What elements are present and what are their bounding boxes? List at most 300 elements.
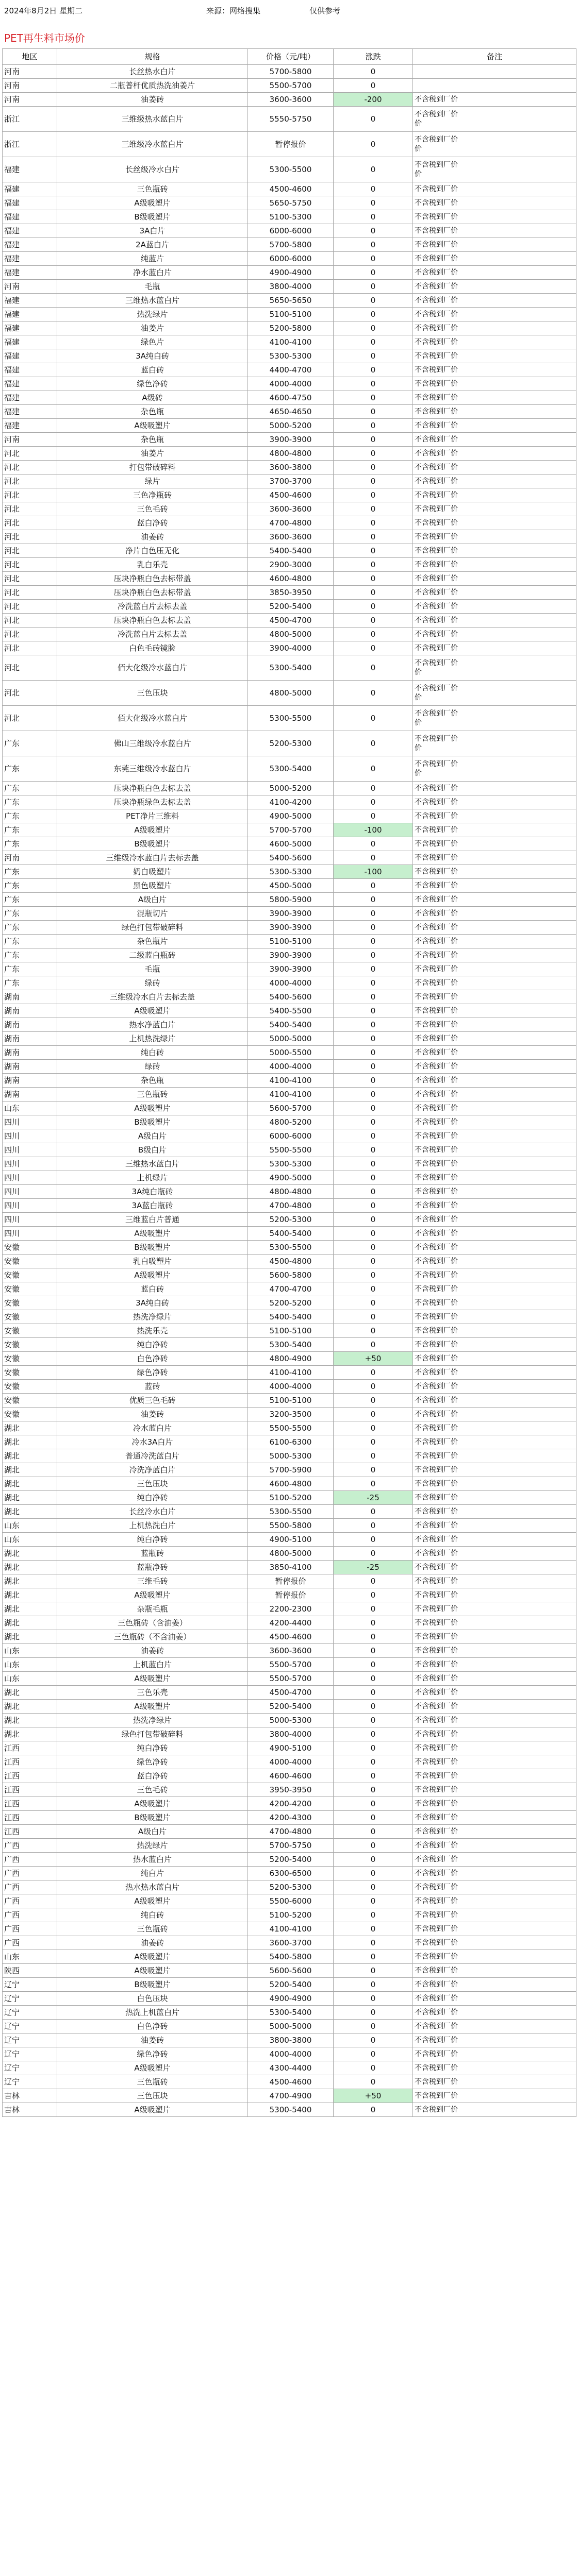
cell-change: 0 [334,628,413,641]
table-row [3,516,576,530]
cell-spec: 三维热水蓝白片 [57,294,248,308]
cell-region: 河北 [3,530,57,544]
cell-region: 安徽 [3,1380,57,1394]
table-row [3,363,576,377]
cell-price: 5200-5400 [248,1853,334,1867]
cell-remark: 不含税到厂价 [413,1811,576,1825]
cell-spec: 三维蓝白片普通 [57,1213,248,1227]
cell-price: 5000-5000 [248,2020,334,2033]
cell-remark: 不含税到厂价 [413,921,576,935]
cell-price: 4500-4600 [248,1630,334,1644]
cell-spec: 油姜砖 [57,2033,248,2047]
cell-price: 3900-3900 [248,907,334,921]
cell-spec: 上机热洗白片 [57,1519,248,1533]
cell-remark: 不含税到厂价 [413,474,576,488]
cell-remark: 不含税到厂价 [413,196,576,210]
cell-region: 湖北 [3,1602,57,1616]
cell-change: 0 [334,641,413,655]
cell-remark: 不含税到厂价 [413,586,576,600]
cell-region: 安徽 [3,1408,57,1421]
cell-price: 3600-3600 [248,93,334,107]
cell-price: 4900-5100 [248,1741,334,1755]
cell-remark [413,79,576,93]
cell-region: 广东 [3,865,57,879]
cell-remark: 不含税到厂价 [413,1602,576,1616]
cell-spec: 佛山三维级冷水蓝白片 [57,731,248,756]
cell-remark: 不含税到厂价 [413,1199,576,1213]
cell-price: 3800-4000 [248,1727,334,1741]
cell-change: 0 [334,1394,413,1408]
cell-change: 0 [334,1714,413,1727]
cell-price: 3900-4000 [248,641,334,655]
table-row [3,1922,576,1936]
cell-remark: 不含税到厂价 [413,600,576,614]
table-row [3,1088,576,1101]
cell-spec: 东莞三维级冷水蓝白片 [57,756,248,782]
cell-region: 河南 [3,65,57,79]
cell-price: 5400-5800 [248,1950,334,1964]
cell-price: 4000-4000 [248,377,334,391]
cell-spec: 三维毛砖 [57,1574,248,1588]
cell-change: 0 [334,1755,413,1769]
table-row [3,681,576,706]
cell-change: 0 [334,1602,413,1616]
table-row [3,572,576,586]
cell-region: 江西 [3,1769,57,1783]
table-row [3,1421,576,1435]
table-row [3,447,576,461]
cell-region: 湖北 [3,1463,57,1477]
table-row [3,893,576,907]
cell-change: 0 [334,1115,413,1129]
cell-price: 5300-5500 [248,1505,334,1519]
cell-spec: 油姜砖 [57,1644,248,1658]
cell-change: 0 [334,266,413,280]
cell-price: 4650-4650 [248,405,334,419]
cell-remark [413,65,576,79]
cell-region: 江西 [3,1797,57,1811]
cell-region: 河北 [3,461,57,474]
cell-remark: 不含税到厂价 [413,335,576,349]
cell-change: 0 [334,238,413,252]
cell-change: 0 [334,1894,413,1908]
table-row [3,377,576,391]
cell-price: 5300-5500 [248,1241,334,1255]
cell-remark: 不含税到厂价 价 [413,157,576,182]
cell-price: 4800-4800 [248,447,334,461]
cell-region: 广东 [3,976,57,990]
cell-remark: 不含税到厂价 [413,795,576,809]
cell-price: 5600-5600 [248,1964,334,1978]
cell-spec: 三维热水蓝白片 [57,1157,248,1171]
cell-price: 4600-4800 [248,572,334,586]
cell-region: 福建 [3,419,57,433]
cell-change: 0 [334,681,413,706]
cell-price: 4100-4100 [248,1922,334,1936]
cell-change: 0 [334,572,413,586]
cell-change: 0 [334,706,413,731]
cell-spec: 毛瓶 [57,280,248,294]
table-row [3,976,576,990]
cell-region: 河北 [3,641,57,655]
cell-region: 河北 [3,558,57,572]
cell-price: 5300-5400 [248,655,334,681]
cell-region: 福建 [3,377,57,391]
cell-region: 广东 [3,795,57,809]
cell-region: 河北 [3,655,57,681]
cell-price: 5700-5700 [248,823,334,837]
cell-spec: 油姜砖 [57,1408,248,1421]
cell-remark: 不含税到厂价 [413,349,576,363]
cell-price: 3900-3900 [248,962,334,976]
cell-change: 0 [334,516,413,530]
cell-spec: 白色净砖 [57,1352,248,1366]
cell-region: 河北 [3,474,57,488]
cell-region: 福建 [3,294,57,308]
cell-price: 5800-5900 [248,893,334,907]
cell-spec: 热洗净绿片 [57,1310,248,1324]
cell-spec: 绿色片 [57,335,248,349]
cell-remark: 不含税到厂价 [413,1338,576,1352]
cell-spec: 乳白乐壳 [57,558,248,572]
cell-price: 5000-5200 [248,782,334,795]
table-row [3,419,576,433]
cell-spec: 优质三色毛砖 [57,1394,248,1408]
cell-remark: 不含税到厂价 [413,1394,576,1408]
cell-remark: 不含税到厂价 [413,1324,576,1338]
cell-spec: 杂瓶毛瓶 [57,1602,248,1616]
cell-spec: 3A纯白砖 [57,349,248,363]
cell-change: 0 [334,419,413,433]
cell-remark: 不含税到厂价 [413,1018,576,1032]
table-row [3,1199,576,1213]
cell-remark: 不含税到厂价 [413,1046,576,1060]
cell-change: 0 [334,990,413,1004]
cell-price: 4800-4900 [248,1352,334,1366]
cell-spec: A级吸塑片 [57,196,248,210]
cell-spec: 奶白吸塑片 [57,865,248,879]
cell-region: 福建 [3,349,57,363]
cell-change: -100 [334,823,413,837]
table-row [3,1658,576,1672]
cell-region: 湖北 [3,1700,57,1714]
cell-price: 4200-4300 [248,1811,334,1825]
cell-change: 0 [334,488,413,502]
cell-region: 湖北 [3,1630,57,1644]
cell-price: 4700-4700 [248,1282,334,1296]
cell-remark: 不含税到厂价 [413,544,576,558]
cell-change: 0 [334,1811,413,1825]
table-row [3,132,576,157]
cell-change: 0 [334,2061,413,2075]
table-row [3,795,576,809]
cell-region: 山东 [3,1950,57,1964]
table-row [3,1839,576,1853]
cell-remark: 不含税到厂价 [413,433,576,447]
cell-remark: 不含税到厂价 [413,1477,576,1491]
cell-spec: 热洗净绿片 [57,1714,248,1727]
cell-remark: 不含税到厂价 价 [413,681,576,706]
cell-change: 0 [334,1700,413,1714]
cell-remark: 不含税到厂价 [413,1853,576,1867]
cell-remark: 不含税到厂价 [413,1547,576,1561]
cell-change: -100 [334,865,413,879]
cell-spec: 绿色净砖 [57,1366,248,1380]
cell-remark: 不含税到厂价 [413,2047,576,2061]
cell-price: 4700-4900 [248,2089,334,2103]
cell-change: 0 [334,2047,413,2061]
cell-change: 0 [334,1505,413,1519]
cell-remark: 不含税到厂价 [413,516,576,530]
cell-price: 4900-5000 [248,1171,334,1185]
cell-change: 0 [334,1018,413,1032]
cell-region: 安徽 [3,1241,57,1255]
cell-price: 4900-4900 [248,266,334,280]
cell-change: 0 [334,1547,413,1561]
cell-region: 河南 [3,280,57,294]
cell-remark: 不含税到厂价 [413,1839,576,1853]
table-row [3,1644,576,1658]
cell-region: 福建 [3,391,57,405]
cell-price: 4000-4000 [248,976,334,990]
cell-change: 0 [334,1908,413,1922]
cell-change: 0 [334,1463,413,1477]
table-row [3,1213,576,1227]
cell-price: 5700-5750 [248,1839,334,1853]
cell-region: 辽宁 [3,1978,57,1992]
cell-remark: 不含税到厂价 [413,405,576,419]
cell-region: 江西 [3,1783,57,1797]
cell-change: 0 [334,79,413,93]
cell-spec: 杂色瓶片 [57,935,248,948]
cell-spec: A级吸塑片 [57,1950,248,1964]
cell-region: 山东 [3,1101,57,1115]
cell-change: 0 [334,1296,413,1310]
column-header-remark: 备注 [413,49,576,65]
cell-remark: 不含税到厂价 [413,1074,576,1088]
cell-change: 0 [334,224,413,238]
cell-remark: 不含税到厂价 [413,2089,576,2103]
cell-price: 6100-6300 [248,1435,334,1449]
cell-change: 0 [334,2033,413,2047]
cell-spec: B级吸塑片 [57,1241,248,1255]
report-source: 来源：网络搜集 [206,6,261,15]
cell-spec: 压块净瓶白色去标带盖 [57,572,248,586]
cell-change: 0 [334,1644,413,1658]
cell-price: 5500-5800 [248,1519,334,1533]
cell-spec: 纯白净砖 [57,1741,248,1755]
cell-change: 0 [334,1310,413,1324]
cell-change: 0 [334,1255,413,1268]
cell-region: 河北 [3,572,57,586]
table-row [3,1491,576,1505]
cell-region: 辽宁 [3,2047,57,2061]
cell-remark: 不含税到厂价 [413,935,576,948]
cell-price: 4500-4800 [248,1255,334,1268]
cell-change: 0 [334,1241,413,1255]
cell-price: 4000-4000 [248,2047,334,2061]
cell-region: 福建 [3,238,57,252]
cell-change: 0 [334,655,413,681]
cell-spec: 蓝瓶净砖 [57,1561,248,1574]
table-row [3,586,576,600]
cell-price: 5600-5800 [248,1268,334,1282]
table-row [3,865,576,879]
cell-remark: 不含税到厂价 [413,1936,576,1950]
cell-remark: 不含税到厂价 [413,93,576,107]
cell-remark: 不含税到厂价 [413,1533,576,1547]
cell-spec: 三色瓶砖 [57,2075,248,2089]
cell-price: 3900-3900 [248,921,334,935]
cell-region: 福建 [3,266,57,280]
cell-remark: 不含税到厂价 [413,2075,576,2089]
cell-price: 3600-3600 [248,1644,334,1658]
cell-remark: 不含税到厂价 [413,280,576,294]
cell-price: 暂停报价 [248,1574,334,1588]
cell-spec: 三色瓶砖 [57,1088,248,1101]
cell-price: 4000-4000 [248,1060,334,1074]
cell-region: 河北 [3,628,57,641]
cell-spec: A级吸塑片 [57,1964,248,1978]
cell-region: 安徽 [3,1352,57,1366]
cell-remark: 不含税到厂价 [413,948,576,962]
cell-price: 5650-5650 [248,294,334,308]
cell-spec: 热水蓝白片 [57,1853,248,1867]
cell-price: 3800-4000 [248,280,334,294]
cell-spec: 三色压块 [57,681,248,706]
cell-spec: 三色瓶砖 [57,1922,248,1936]
cell-spec: 3A白片 [57,224,248,238]
cell-change: 0 [334,1727,413,1741]
table-row [3,1783,576,1797]
cell-region: 四川 [3,1171,57,1185]
cell-region: 四川 [3,1185,57,1199]
cell-change: 0 [334,1449,413,1463]
cell-spec: 白色净砖 [57,2020,248,2033]
cell-remark: 不含税到厂价 [413,1519,576,1533]
cell-spec: 绿色净砖 [57,2047,248,2061]
cell-region: 吉林 [3,2103,57,2117]
cell-region: 安徽 [3,1324,57,1338]
cell-spec: 上机热洗绿片 [57,1032,248,1046]
cell-region: 湖北 [3,1574,57,1588]
cell-region: 广东 [3,823,57,837]
cell-change: 0 [334,1797,413,1811]
cell-region: 湖南 [3,1088,57,1101]
cell-spec: 纯蓝片 [57,252,248,266]
cell-remark: 不含税到厂价 [413,377,576,391]
cell-spec: A级吸塑片 [57,1797,248,1811]
cell-spec: A级吸塑片 [57,1004,248,1018]
table-row [3,1129,576,1143]
cell-change: 0 [334,502,413,516]
cell-region: 安徽 [3,1268,57,1282]
table-row [3,1074,576,1088]
cell-spec: A级吸塑片 [57,2061,248,2075]
cell-remark: 不含税到厂价 [413,1241,576,1255]
cell-price: 5100-5100 [248,935,334,948]
cell-spec: A级白片 [57,893,248,907]
table-row [3,1032,576,1046]
cell-region: 广西 [3,1853,57,1867]
cell-region: 辽宁 [3,2006,57,2020]
cell-spec: A级吸塑片 [57,1672,248,1686]
cell-remark: 不含税到厂价 [413,1032,576,1046]
table-row [3,157,576,182]
table-row [3,1630,576,1644]
cell-change: 0 [334,1074,413,1088]
cell-change: 0 [334,1338,413,1352]
column-header-price: 价格（元/吨） [248,49,334,65]
cell-price: 4800-4800 [248,1185,334,1199]
table-row [3,1741,576,1755]
cell-change: 0 [334,321,413,335]
cell-remark: 不含税到厂价 [413,823,576,837]
cell-change: -25 [334,1491,413,1505]
cell-region: 河北 [3,586,57,600]
table-row [3,502,576,516]
cell-change: 0 [334,948,413,962]
cell-region: 福建 [3,405,57,419]
cell-remark: 不含税到厂价 [413,1588,576,1602]
table-row [3,1853,576,1867]
cell-change: 0 [334,363,413,377]
cell-change: 0 [334,1978,413,1992]
cell-remark: 不含税到厂价 [413,1922,576,1936]
cell-price: 4100-4100 [248,1074,334,1088]
cell-spec: 压块净瓶绿色去标去盖 [57,795,248,809]
table-row [3,1352,576,1366]
cell-price: 4100-4100 [248,1088,334,1101]
cell-remark: 不含税到厂价 价 [413,107,576,132]
cell-region: 广东 [3,879,57,893]
cell-price: 4700-4800 [248,1825,334,1839]
table-row [3,921,576,935]
cell-remark: 不含税到厂价 [413,1741,576,1755]
table-row [3,1324,576,1338]
table-row [3,1463,576,1477]
cell-change: 0 [334,391,413,405]
cell-spec: 乳白吸塑片 [57,1255,248,1268]
cell-change: 0 [334,405,413,419]
cell-price: 5100-5300 [248,210,334,224]
cell-region: 广西 [3,1936,57,1950]
cell-remark: 不含税到厂价 [413,1435,576,1449]
cell-price: 4200-4400 [248,1616,334,1630]
cell-region: 辽宁 [3,2075,57,2089]
cell-region: 山东 [3,1519,57,1533]
table-row [3,851,576,865]
cell-region: 四川 [3,1129,57,1143]
cell-price: 5400-5600 [248,990,334,1004]
table-row [3,1880,576,1894]
cell-price: 3700-3700 [248,474,334,488]
cell-price: 5650-5750 [248,196,334,210]
cell-region: 安徽 [3,1338,57,1352]
cell-spec: 佰大化级冷水蓝白片 [57,655,248,681]
cell-spec: A级白片 [57,1825,248,1839]
cell-remark: 不含税到厂价 [413,2006,576,2020]
cell-remark: 不含税到厂价 [413,1310,576,1324]
cell-remark: 不含税到厂价 [413,1727,576,1741]
report-header [0,0,578,19]
cell-remark: 不含税到厂价 [413,1366,576,1380]
cell-change: 0 [334,1588,413,1602]
table-row [3,641,576,655]
cell-remark: 不含税到厂价 [413,1825,576,1839]
cell-change: 0 [334,308,413,321]
cell-remark: 不含税到厂价 [413,1686,576,1700]
